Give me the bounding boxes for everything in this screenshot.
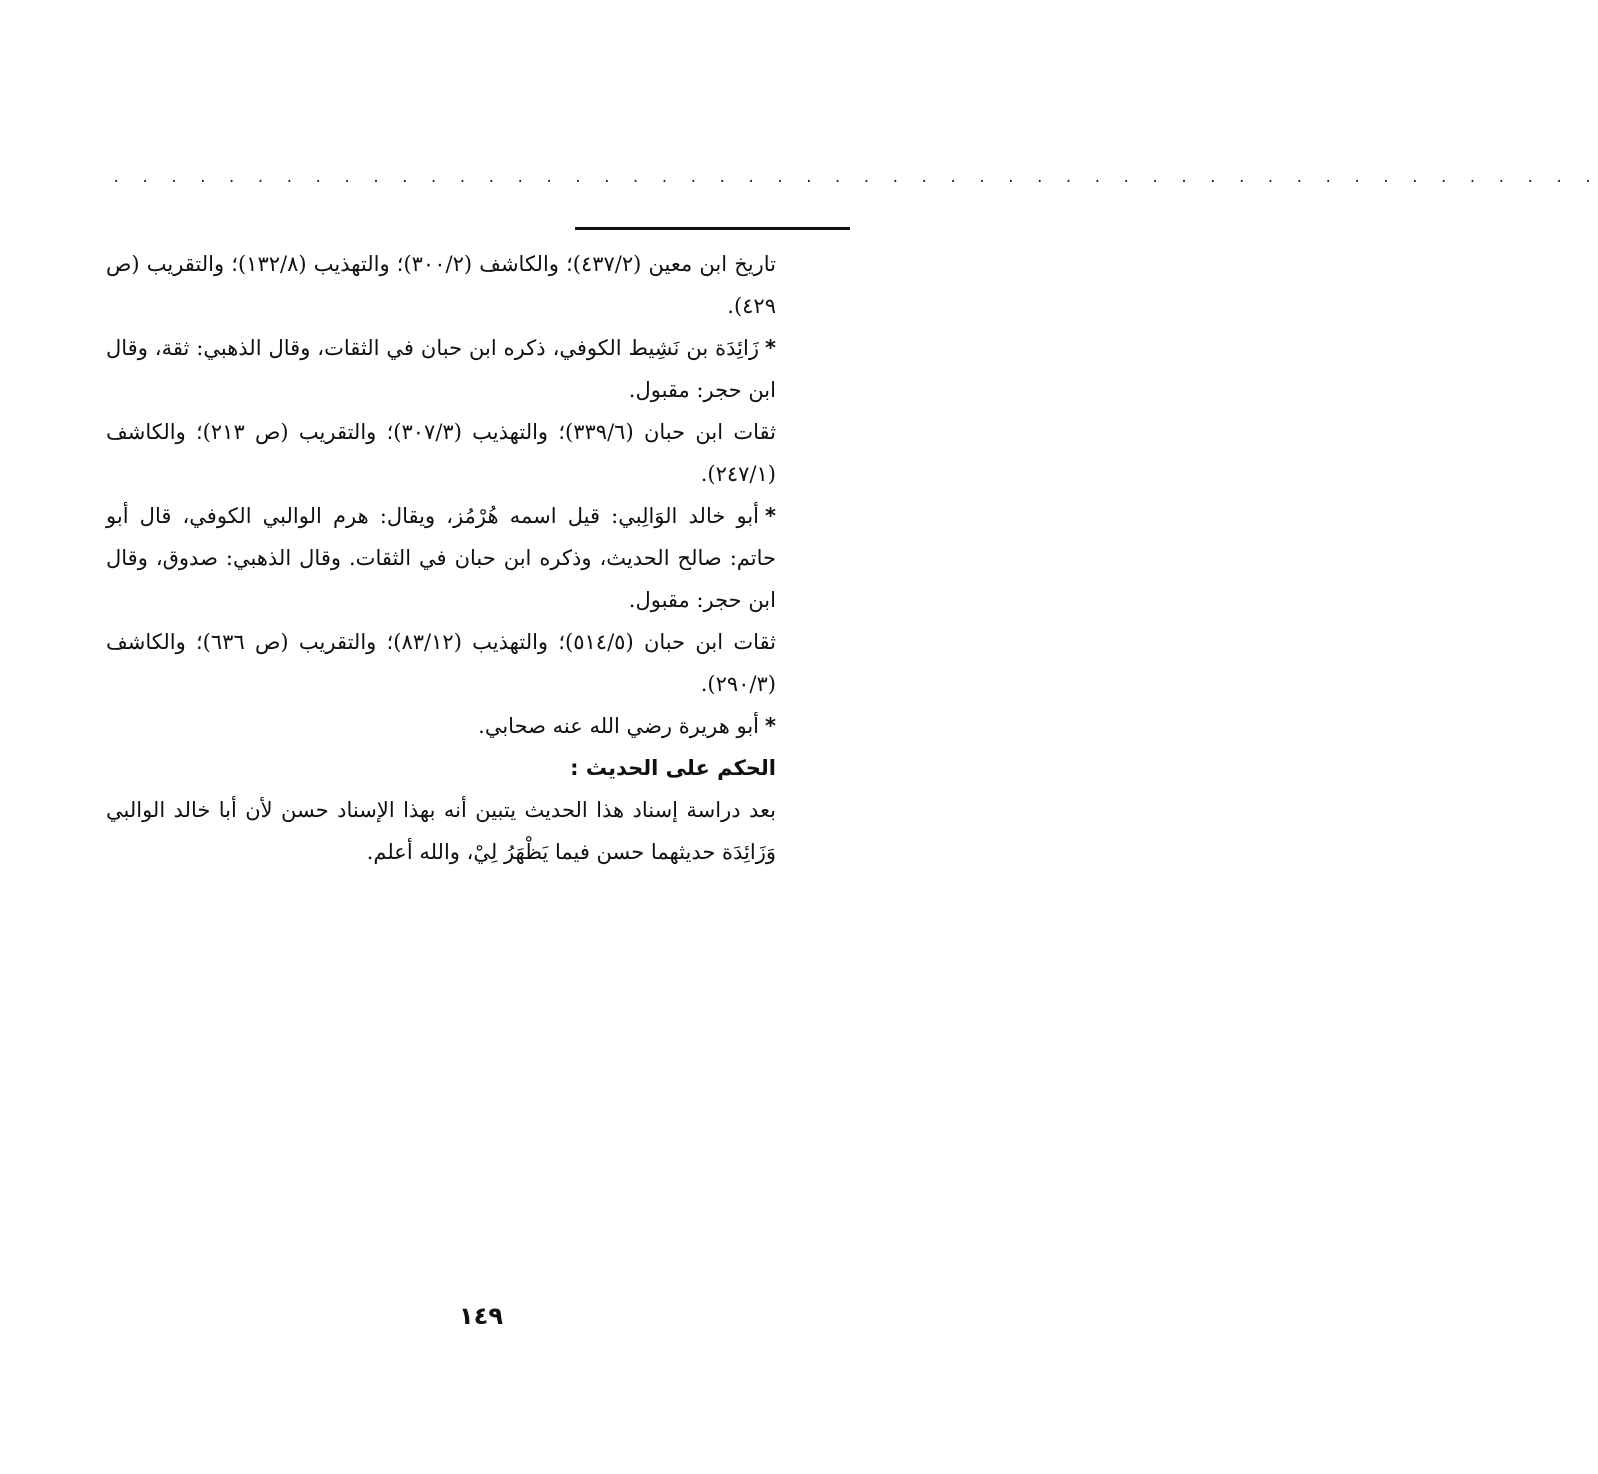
- ruling-paragraph: بعد دراسة إسناد هذا الحديث يتبين أنه بهذا الإسناد حسن لأن أبا خالد الوالبي وَزَائِدَة حديثهما حسن فيما يَظْهَرُ لِيْ، والله أعلم.: [106, 798, 776, 864]
- page-number: ١٤٩: [459, 1302, 503, 1330]
- footnote-text-block: [106, 243, 776, 873]
- narrator-text-abu-khalid: أبو خالد الوَالِبي: قيل اسمه هُرْمُز، ويقال: هرم الوالبي الكوفي، قال أبو حاتم: صالح الحديث، وذكره ابن حبان في الثقات. وقال الذهبي: صدوق، وقال ابن حجر: مقبول.: [106, 504, 776, 612]
- reference-paragraph-1: تاريخ ابن معين (٤٣٧/٢)؛ والكاشف (٣٠٠/٢)؛ والتهذيب (١٣٢/٨)؛ والتقريب (ص ٤٢٩).: [106, 252, 777, 318]
- section-heading: الحكم على الحديث :: [570, 756, 776, 780]
- bullet-star-icon: *: [765, 504, 777, 528]
- narrator-paragraph-abu-khalid: [106, 495, 776, 621]
- bullet-star-icon: *: [765, 714, 776, 738]
- bullet-star-icon: *: [765, 336, 776, 360]
- narrator-paragraph-abu-hurayra: [106, 705, 776, 747]
- narrator-text-abu-hurayra: أبو هريرة رضي الله عنه صحابي.: [478, 714, 760, 738]
- footnote-rule: [575, 227, 850, 230]
- narrator-text-zaida: زَائِدَة بن نَشِيط الكوفي، ذكره ابن حبان في الثقات، وقال الذهبي: ثقة، وقال ابن حجر: مقبول.: [106, 336, 776, 402]
- dotted-separator: . . . . . . . . . . . . . . . . . . . . . . . . . . . . . . . . . . . . . . . . . . . . . . . . . . . .: [112, 170, 1598, 186]
- narrator-paragraph-zaida: [106, 327, 776, 411]
- reference-paragraph-3: ثقات ابن حبان (٥١٤/٥)؛ والتهذيب (٨٣/١٢)؛ والتقريب (ص ٦٣٦)؛ والكاشف (٢٩٠/٣).: [106, 630, 776, 696]
- reference-paragraph-2: ثقات ابن حبان (٣٣٩/٦)؛ والتهذيب (٣٠٧/٣)؛ والتقريب (ص ٢١٣)؛ والكاشف (٢٤٧/١).: [106, 420, 776, 486]
